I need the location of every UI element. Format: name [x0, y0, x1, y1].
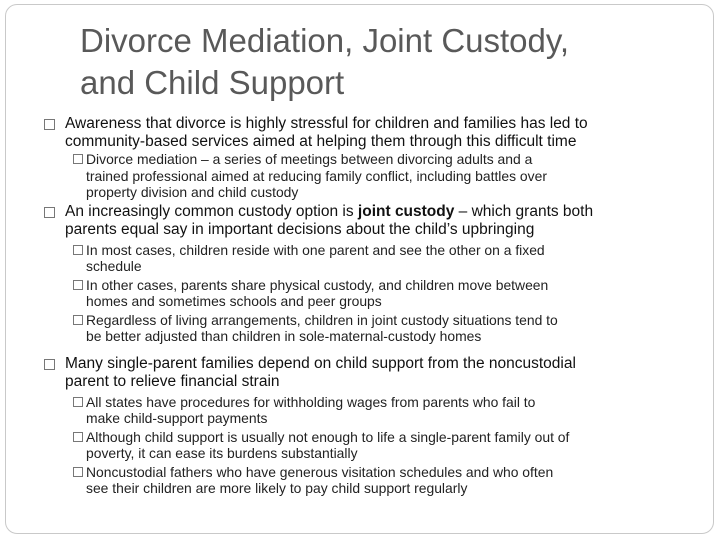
- sub-bullet-line: trained professional aimed at reducing family conflict, including battles over: [86, 167, 547, 184]
- bullet-line: parent to relieve financial strain: [65, 372, 280, 390]
- sub-bullet-line: homes and sometimes schools and peer groups: [86, 293, 382, 309]
- sub-bullet-line: be better adjusted than children in sole-maternal-custody homes: [86, 328, 482, 344]
- bullet-line: Many single-parent families depend on child support from the noncustodial: [65, 354, 576, 372]
- square-bullet-icon: [73, 315, 83, 325]
- sub-bullet-line: In other cases, parents share physical custody, and children move between: [86, 276, 549, 293]
- bullet-joint-custody: [21, 203, 693, 239]
- term-joint-custody: joint custody: [357, 202, 455, 220]
- text-run: An increasingly common custody option is: [65, 202, 358, 220]
- sub-bullet-line: schedule: [86, 258, 142, 274]
- bullet-child-support: [21, 355, 693, 391]
- square-bullet-icon: [73, 397, 83, 407]
- square-bullet-icon: [73, 280, 83, 290]
- bullet-line: community-based services aimed at helping them through this difficult time: [65, 133, 577, 150]
- square-bullet-icon: [73, 154, 83, 164]
- sub-bullet-line: see their children are more likely to pay child support regularly: [86, 480, 468, 496]
- slide-title: [80, 20, 700, 104]
- square-bullet-icon: [44, 359, 55, 370]
- sub-bullet-line: Noncustodial fathers who have generous visitation schedules and who often: [86, 463, 554, 480]
- sub-bullet-line: poverty, it can ease its burdens substantially: [86, 445, 358, 461]
- sub-bullet-line: Although child support is usually not enough to life a single-parent family out of: [86, 428, 570, 445]
- sub-bullet-line: property division and child custody: [86, 184, 299, 200]
- sub-bullet-shared-custody: [21, 277, 693, 310]
- sub-bullet-adjustment: [21, 312, 693, 345]
- sub-bullet-line: Regardless of living arrangements, children in joint custody situations tend to: [86, 311, 558, 328]
- sub-bullet-line: [86, 151, 693, 168]
- square-bullet-icon: [73, 245, 83, 255]
- sub-bullet-line: All states have procedures for withholding wages from parents who fail to: [86, 393, 536, 410]
- bullet-line: parents equal say in important decisions about the child’s upbringing: [65, 220, 535, 238]
- square-bullet-icon: [73, 432, 83, 442]
- bullet-awareness: [21, 115, 693, 151]
- sub-bullet-withholding: [21, 394, 693, 427]
- sub-bullet-reside: [21, 242, 693, 275]
- bullet-line: Awareness that divorce is highly stressful for children and families has led to: [65, 115, 588, 132]
- sub-bullet-divorce-mediation: [21, 151, 693, 201]
- bullet-line: [65, 203, 693, 221]
- sub-bullet-line: In most cases, children reside with one parent and see the other on a fixed: [86, 241, 545, 258]
- square-bullet-icon: [73, 467, 83, 477]
- term-divorce-mediation: Divorce mediation: [86, 151, 198, 167]
- definition-text: – a series of meetings between divorcing adults and a: [197, 151, 533, 167]
- title-line-2: and Child Support: [80, 64, 345, 101]
- slide-content: [21, 115, 693, 497]
- text-run: – which grants both: [454, 202, 594, 220]
- square-bullet-icon: [44, 119, 55, 130]
- sub-bullet-poverty: [21, 429, 693, 462]
- sub-bullet-noncustodial-fathers: [21, 464, 693, 497]
- title-line-1: Divorce Mediation, Joint Custody,: [80, 22, 570, 59]
- square-bullet-icon: [44, 207, 55, 218]
- sub-bullet-line: make child-support payments: [86, 410, 268, 426]
